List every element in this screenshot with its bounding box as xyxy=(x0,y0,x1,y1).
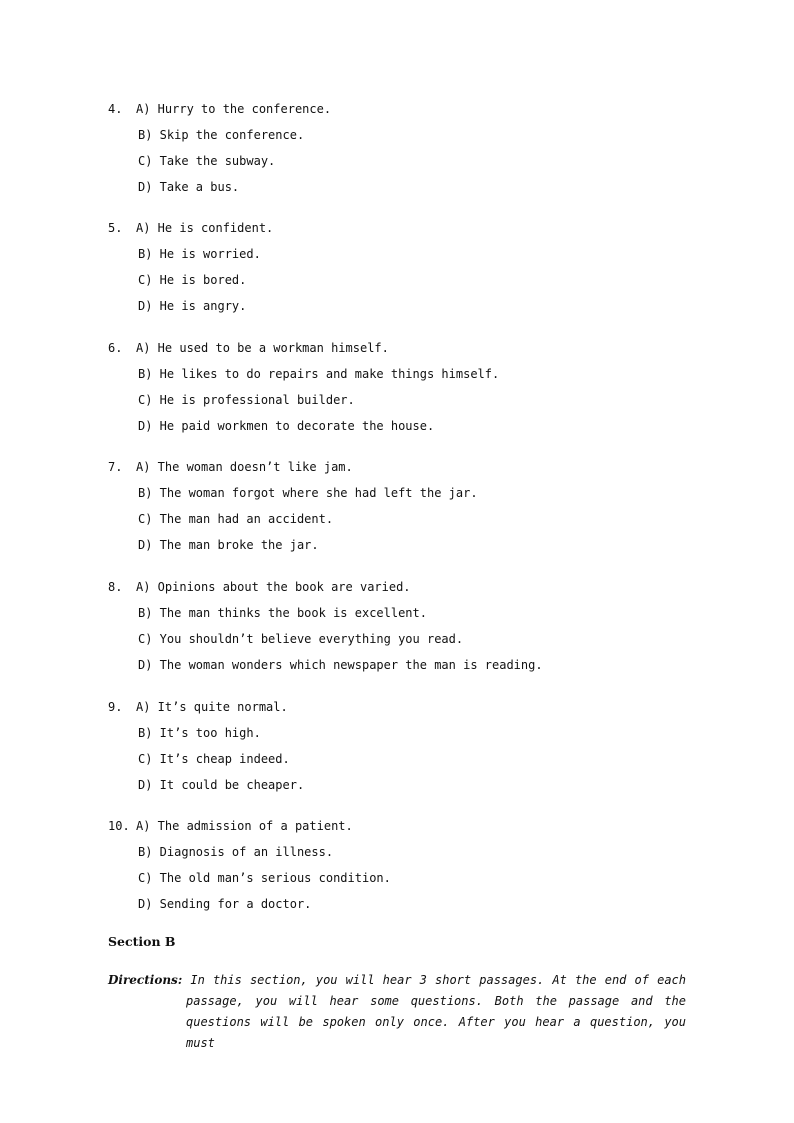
option-c: C) The old man’s serious condition. xyxy=(138,871,391,885)
question-number: 5. xyxy=(108,221,123,235)
option-d: D) The man broke the jar. xyxy=(138,538,319,552)
directions-line-1: In this section, you will hear 3 short passages. At the end of each xyxy=(190,973,686,987)
option-b: B) The woman forgot where she had left the jar. xyxy=(138,486,478,500)
option-c: C) Take the subway. xyxy=(138,154,276,168)
directions-block xyxy=(108,970,686,1054)
section-title: Section B xyxy=(108,934,176,949)
question-number: 10. xyxy=(108,819,130,833)
option-d: D) It could be cheaper. xyxy=(138,778,305,792)
option-d: D) He paid workmen to decorate the house. xyxy=(138,419,435,433)
option-a: A) It’s quite normal. xyxy=(136,700,288,714)
option-b: B) He likes to do repairs and make things himself. xyxy=(138,367,500,381)
option-b: B) Skip the conference. xyxy=(138,128,305,142)
option-c: C) It’s cheap indeed. xyxy=(138,752,290,766)
question-number: 9. xyxy=(108,700,123,714)
option-a: A) The woman doesn’t like jam. xyxy=(136,460,353,474)
option-d: D) He is angry. xyxy=(138,299,247,313)
option-a: A) The admission of a patient. xyxy=(136,819,353,833)
option-b: B) It’s too high. xyxy=(138,726,261,740)
option-c: C) He is bored. xyxy=(138,273,247,287)
question-9 xyxy=(108,700,708,804)
question-number: 6. xyxy=(108,341,123,355)
option-a: A) He is confident. xyxy=(136,221,274,235)
option-b: B) The man thinks the book is excellent. xyxy=(138,606,427,620)
option-d: D) Sending for a doctor. xyxy=(138,897,312,911)
option-c: C) He is professional builder. xyxy=(138,393,355,407)
question-4 xyxy=(108,102,708,206)
question-number: 4. xyxy=(108,102,123,116)
option-c: C) You shouldn’t believe everything you read. xyxy=(138,632,464,646)
question-7 xyxy=(108,460,708,564)
option-c: C) The man had an accident. xyxy=(138,512,334,526)
option-a: A) Opinions about the book are varied. xyxy=(136,580,411,594)
question-8 xyxy=(108,580,708,684)
directions-line-2: passage, you will hear some questions. Both the passage and the xyxy=(186,994,686,1008)
question-10 xyxy=(108,819,708,923)
option-a: A) He used to be a workman himself. xyxy=(136,341,389,355)
option-d: D) Take a bus. xyxy=(138,180,240,194)
directions-line-3: questions will be spoken only once. After you hear a question, you must xyxy=(186,1015,686,1050)
question-6 xyxy=(108,341,708,445)
option-b: B) He is worried. xyxy=(138,247,261,261)
directions-label: Directions: xyxy=(108,973,183,987)
question-5 xyxy=(108,221,708,325)
question-number: 7. xyxy=(108,460,123,474)
question-number: 8. xyxy=(108,580,123,594)
option-b: B) Diagnosis of an illness. xyxy=(138,845,334,859)
option-d: D) The woman wonders which newspaper the man is reading. xyxy=(138,658,543,672)
option-a: A) Hurry to the conference. xyxy=(136,102,332,116)
